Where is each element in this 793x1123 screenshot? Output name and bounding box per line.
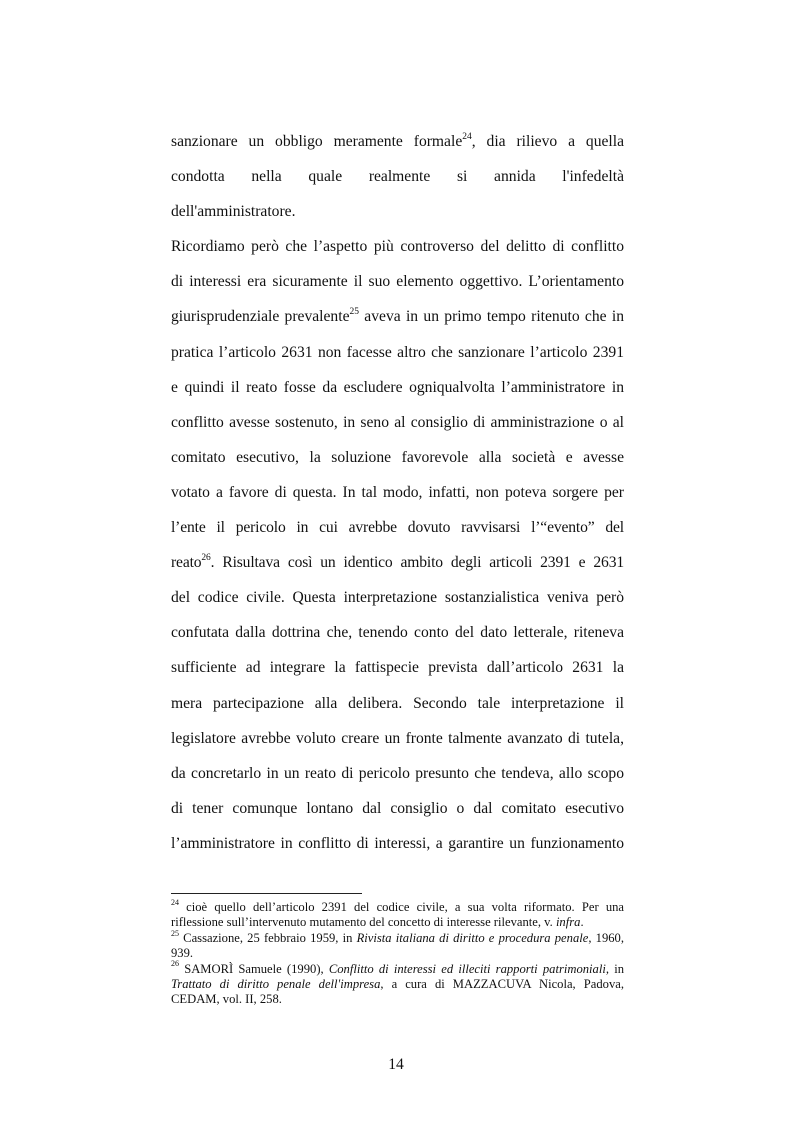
text-run: , dia rilievo a quella — [471, 133, 624, 150]
body-line — [171, 194, 624, 229]
italic-text: Trattato di diritto penale dell'impresa — [171, 977, 381, 992]
footnote-ref: 24 — [462, 131, 472, 142]
body-line — [171, 545, 624, 580]
footnote-separator — [171, 893, 362, 894]
body-line — [171, 405, 624, 440]
body-line — [171, 510, 624, 545]
text-run: Ricordiamo però che l’aspetto più controverso del delitto di conflitto — [171, 238, 624, 256]
body-line — [171, 686, 624, 721]
text-run: pratica l’articolo 2631 non facesse altro che sanzionare l’articolo 2391 — [171, 343, 624, 361]
body-line — [171, 475, 624, 510]
text-run: e quindi il reato fosse da escludere ogniqualvolta l’amministratore in — [171, 378, 624, 396]
body-text — [171, 124, 624, 861]
footnote-25 — [171, 928, 624, 962]
text-run: in — [609, 961, 624, 976]
text-run: , a cura di MAZZACUVA Nicola, Padova, CEDAM, vol. II, 258. — [171, 977, 624, 1007]
text-run: . — [580, 915, 584, 930]
italic-text: infra — [555, 915, 581, 930]
text-run: sufficiente ad integrare la fattispecie prevista dall’articolo 2631 la — [171, 659, 624, 677]
text-run: giurisprudenziale prevalente — [171, 308, 350, 326]
italic-text: Rivista italiana di diritto e procedura penale — [356, 930, 589, 945]
text-run: comitato esecutivo, la soluzione favorevole alla società e avesse — [171, 448, 624, 466]
text-run: da concretarlo in un reato di pericolo presunto che tendeva, allo scopo — [171, 764, 624, 782]
body-line — [171, 159, 624, 194]
text-run: votato a favore di questa. In tal modo, infatti, non poteva sorgere per — [171, 483, 624, 501]
text-run: l’amministratore in conflitto di interessi, a garantire un funzionamento — [171, 834, 624, 852]
footnotes — [171, 897, 624, 1008]
text-run: del codice civile. Questa interpretazione sostanzialistica veniva però — [171, 589, 624, 607]
body-line — [171, 440, 624, 475]
footnote-number: 25 — [171, 928, 179, 938]
text-run: . Risultava così un identico ambito degli articoli 2391 e 2631 — [210, 554, 624, 572]
page-number: 14 — [388, 1056, 404, 1073]
body-line — [171, 826, 624, 861]
body-line — [171, 370, 624, 405]
body-line — [171, 615, 624, 650]
footnote-26 — [171, 959, 624, 1008]
footnote-number: 26 — [171, 959, 179, 969]
text-run: conflitto avesse sostenuto, in seno al consiglio di amministrazione o al — [171, 413, 624, 431]
text-run: aveva in un primo tempo ritenuto che in — [359, 308, 625, 326]
body-line — [171, 580, 624, 615]
footnote-24 — [171, 897, 624, 931]
footnote-number: 24 — [171, 897, 179, 907]
body-line — [171, 299, 624, 334]
text-run: Cassazione, 25 febbraio 1959, in — [179, 930, 357, 945]
footnote-ref: 25 — [349, 307, 359, 318]
text-run: dell'amministratore. — [171, 203, 296, 221]
text-run: , 1960, 939. — [171, 930, 624, 961]
text-run: reato — [171, 554, 202, 572]
text-run: di tener comunque lontano dal consiglio o dal comitato esecutivo — [171, 799, 624, 817]
text-run: legislatore avrebbe voluto creare un fronte talmente avanzato di tutela, — [171, 729, 624, 747]
text-run: sanzionare un obbligo meramente formale — [171, 133, 463, 150]
body-line — [171, 650, 624, 685]
body-line — [171, 229, 624, 264]
text-run: condotta nella quale realmente si annida l'infedeltà — [171, 168, 624, 186]
text-run: confutata dalla dottrina che, tenendo conto del dato letterale, riteneva — [171, 624, 624, 642]
body-line — [171, 721, 624, 756]
text-run: l’ente il pericolo in cui avrebbe dovuto ravvisarsi l’“evento” del — [171, 519, 624, 537]
text-run: di interessi era sicuramente il suo elemento oggettivo. L’orientamento — [171, 273, 624, 291]
text-run: cioè quello dell’articolo 2391 del codice civile, a sua volta riformato. Per una riflessione sull’intervenuto mutamento del concetto di interesse rilevante, v. — [171, 900, 624, 930]
body-line — [171, 124, 624, 159]
body-line — [171, 335, 624, 370]
italic-text: Conflitto di interessi ed illeciti rapporti patrimoniali, — [328, 961, 609, 976]
body-line — [171, 791, 624, 826]
body-line — [171, 264, 624, 299]
text-run: SAMORÌ Samuele (1990), — [179, 961, 329, 976]
footnote-ref: 26 — [201, 552, 211, 563]
text-run: mera partecipazione alla delibera. Secondo tale interpretazione il — [171, 694, 624, 712]
body-line — [171, 756, 624, 791]
